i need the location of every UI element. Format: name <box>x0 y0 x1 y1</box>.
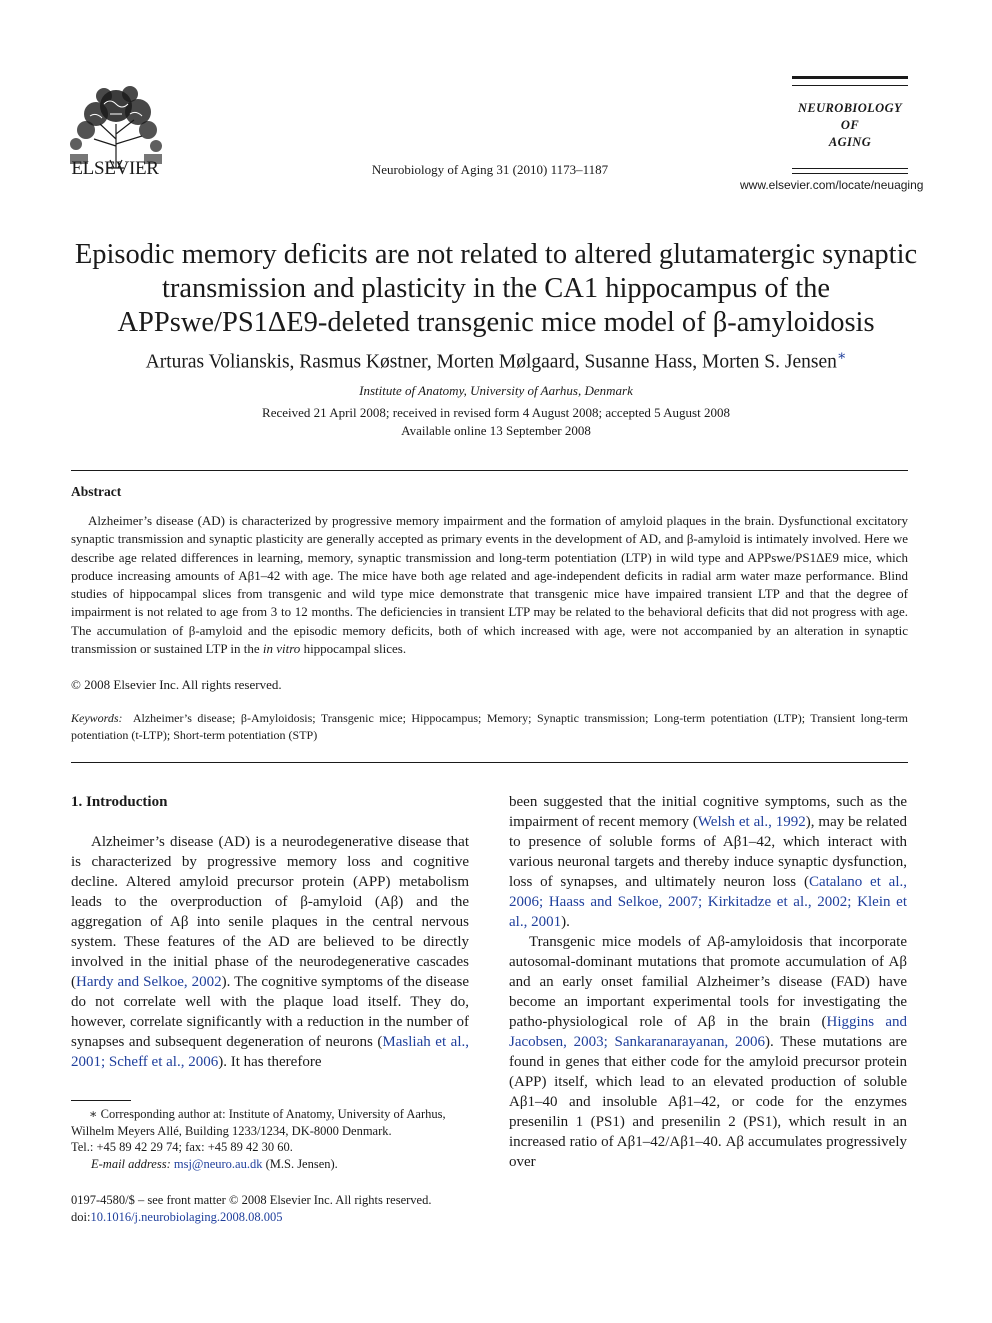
right-column <box>509 792 907 1172</box>
footnote-phone: Tel.: +45 89 42 29 74; fax: +45 89 42 30 60. <box>71 1140 293 1154</box>
text-run: Transgenic mice models of Aβ-amyloidosis that incorporate autosomal-dominant mutations that promote accumulation of Aβ and an early onset familial Alzheimer’s disease (FAD) have become an important experimental tools for investigating the patho-physiological role of Aβ in the brain ( <box>509 934 907 1030</box>
footnote-email <box>71 1156 469 1173</box>
article-history <box>40 404 952 440</box>
issn-line: 0197-4580/$ – see front matter © 2008 Elsevier Inc. All rights reserved. <box>71 1193 432 1207</box>
text-run: been suggested that the initial cognitive symptoms, such as the impairment of recent memory ( <box>509 794 907 830</box>
text-run: ). <box>561 914 570 930</box>
text-run: ). It has therefore <box>218 1054 322 1070</box>
keywords-text: Alzheimer’s disease; β-Amyloidosis; Transgenic mice; Hippocampus; Memory; Synaptic transmission; Long-term potentiation (LTP); Transient long-term potentiation (t-LTP); Short-term potentiation (STP) <box>71 711 908 743</box>
abstract-heading: Abstract <box>71 484 122 499</box>
journal-logo-rule-top <box>792 76 908 86</box>
reference-link[interactable]: Hardy and Selkoe, 2002 <box>76 974 222 990</box>
intro-paragraph <box>71 832 469 1072</box>
publisher-name: ELSEVIER <box>71 158 159 179</box>
title-line: Episodic memory deficits are not related to altered glutamatergic synaptic <box>74 239 918 270</box>
doi-line <box>71 1209 571 1226</box>
corresponding-author-mark[interactable]: ∗ <box>836 349 847 364</box>
keywords-label: Keywords: <box>71 711 123 725</box>
divider-top <box>71 470 908 471</box>
text-run: ), may be related to presence of soluble forms of Aβ1–42, which interact with various neuronal targets and thereby induce synaptic dysfunction, loss of synapses, and ultimately neuron loss ( <box>509 814 908 890</box>
journal-url-link[interactable]: www.elsevier.com/locate/neuaging <box>740 178 924 192</box>
left-column <box>71 832 469 1072</box>
reference-link[interactable]: Welsh et al., 1992 <box>697 814 806 830</box>
journal-logo <box>780 100 920 151</box>
title-line: APPswe/PS1ΔE9-deleted transgenic mice model of β-amyloidosis <box>117 307 875 338</box>
journal-citation: Neurobiology of Aging 31 (2010) 1173–1187 <box>371 162 609 177</box>
footnote-rule <box>71 1100 131 1101</box>
keywords <box>71 710 908 745</box>
corresponding-author-footnote <box>71 1106 469 1172</box>
intro-paragraph <box>509 792 907 932</box>
journal-logo-line: OF <box>840 118 860 132</box>
reference-link[interactable]: Catalano et al., 2006; Haass and Selkoe, 2007; Kirkitadze et al., 2002; Klein et al., 2001 <box>509 874 907 930</box>
journal-logo-line: AGING <box>828 135 872 149</box>
title-line: transmission and plasticity in the CA1 hippocampus of the <box>161 273 831 304</box>
doi-link[interactable]: 10.1016/j.neurobiolaging.2008.08.005 <box>90 1209 283 1224</box>
article-title <box>40 238 952 340</box>
footnote-mark: ∗ <box>89 1107 98 1121</box>
email-suffix: (M.S. Jensen). <box>265 1156 338 1171</box>
footnote-address <box>71 1106 469 1139</box>
reference-link[interactable]: Masliah et al., 2001; Scheff et al., 2006 <box>71 1034 469 1070</box>
text-run: ). The cognitive symptoms of the disease do not correlate well with the plaque load itself. They do, however, correlate significantly with a reduction in the number of synapses and subsequent degeneration of neurons ( <box>71 974 469 1050</box>
author-list <box>40 348 952 374</box>
email-label: E-mail address: <box>91 1156 171 1171</box>
divider-bottom <box>71 762 908 763</box>
abstract-end: hippocampal slices. <box>303 641 407 657</box>
text-run: Alzheimer’s disease (AD) is a neurodegenerative disease that is characterized by progressive memory loss and cognitive decline. Altered amyloid precursor protein (APP) metabolism leads to the overproduction of β-amyloid (Aβ) and the aggregation of Aβ into senile plaques in the central nervous system. These features of the AD are believed to be directly involved in the initial phase of the neurodegenerative cascades ( <box>71 834 469 990</box>
journal-logo-line: NEUROBIOLOGY <box>797 101 903 115</box>
received-dates: Received 21 April 2008; received in revised form 4 August 2008; accepted 5 August 2008 <box>262 405 730 420</box>
doi-label: doi: <box>71 1209 91 1224</box>
footnote-text: Corresponding author at: Institute of Anatomy, University of Aarhus, Wilhelm Meyers Allé, Building 1233/1234, DK-8000 Denmark. <box>71 1107 446 1138</box>
abstract-italic: in vitro <box>262 641 301 657</box>
abstract-text <box>71 512 908 658</box>
intro-paragraph <box>509 932 907 1172</box>
email-link[interactable]: msj@neuro.au.dk <box>173 1156 263 1171</box>
journal-logo-rule-bottom <box>792 168 908 174</box>
available-online: Available online 13 September 2008 <box>401 423 591 438</box>
abstract-body: Alzheimer’s disease (AD) is characterized by progressive memory impairment and the formation of amyloid plaques in the brain. Dysfunctional excitatory synaptic transmission and synaptic plasticity are generally accepted as primary events in the development of AD, and β-amyloid is intimately involved. Here we describe age related differences in learning, memory, synaptic transmission and long-term potentiation (LTP) in wild type and APPswe/PS1ΔE9 mice, which produce increasing amounts of Aβ1–42 with age. The mice have both age related and age-independent deficits in radial arm water maze performance. Blind studies of hippocampal slices from transgenic and wild type mice demonstrate that transgenic mice have impaired transient LTP and that the degree of impairment is not related to age from 3 to 12 months. The deficiencies in transient LTP may be related to the behavioral deficits that did not progress with age. The accumulation of β-amyloid and the episodic memory deficits, both of which increased with age, were not accompanied by an alteration in synaptic transmission or sustained LTP in the <box>71 513 908 657</box>
reference-link[interactable]: Higgins and Jacobsen, 2003; Sankaranarayanan, 2006 <box>509 1014 907 1050</box>
front-matter <box>71 1192 571 1225</box>
authors-text: Arturas Volianskis, Rasmus Køstner, Morten Mølgaard, Susanne Hass, Morten S. Jensen <box>145 351 837 373</box>
affiliation: Institute of Anatomy, University of Aarhus, Denmark <box>359 383 633 398</box>
text-run: ). These mutations are found in genes that either code for the amyloid precursor protein (APP) itself, which lead to an elevated production of soluble Aβ1–40 and insoluble Aβ1–42, or code for the enzymes presenilin 1 (PS1) and presenilin 2 (PS1), which result in an increased ratio of Aβ1–42/Aβ1–40. Aβ accumulates progressively over <box>509 1034 907 1170</box>
section-heading-introduction: 1. Introduction <box>71 794 168 810</box>
abstract-copyright: © 2008 Elsevier Inc. All rights reserved. <box>71 677 282 692</box>
